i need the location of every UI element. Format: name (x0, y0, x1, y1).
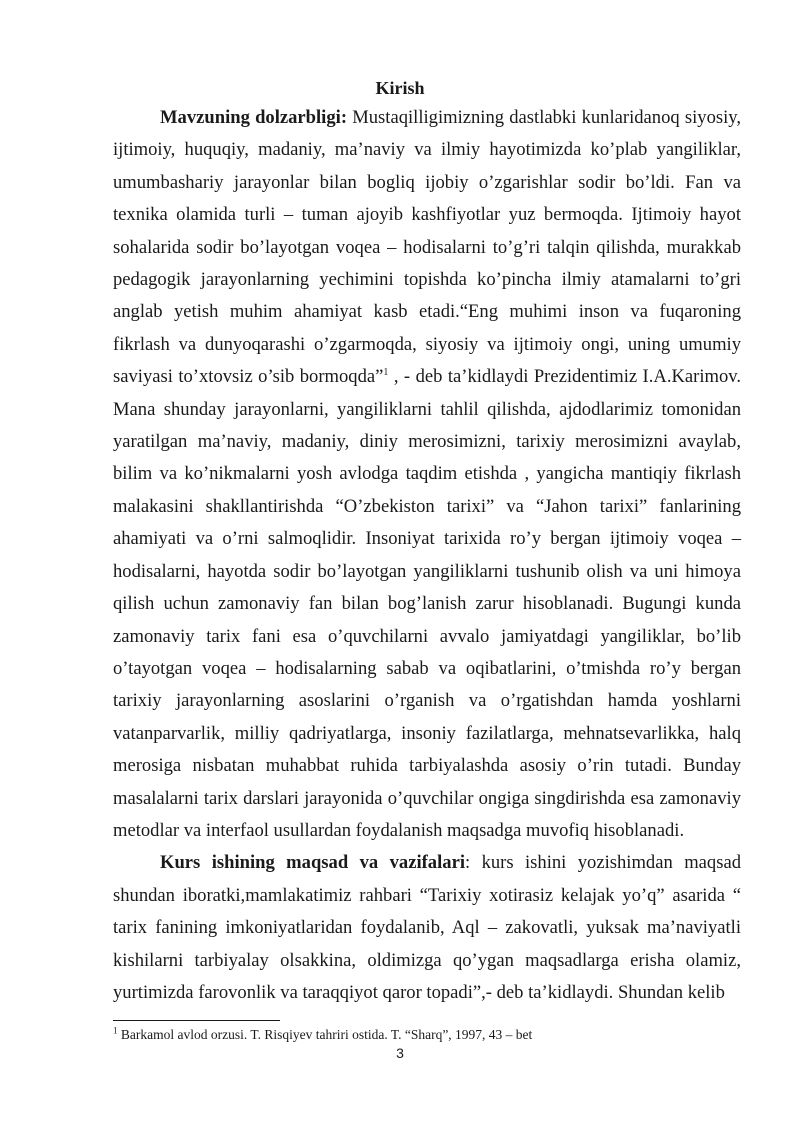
body-text (113, 102, 741, 1009)
relevance-text-a: Mustaqilligimizning dastlabki kunlaridanoq siyosiy, ijtimoiy, huquqiy, madaniy, ma’naviy va ilmiy hayotimizda ko’plab yangiliklar, umumbashariy jarayonlar bilan bogliq ijobiy o’zgarishlar sodir bo’ldi. Fan va texnika olamida turli – tuman ajoyib kashfiyotlar yuz bermoqda. Ijtimoiy hayot sohalarida sodir bo’layotgan voqea – hodisalarni to’g’ri talqin qilishda, murakkab pedagogik jarayonlarning yechimini topishda ko’pincha ilmiy atamalarni to’gri anglab yetish muhim ahamiyat kasb etadi.“Eng muhimi inson va fuqaroning fikrlash va dunyoqarashi o’zgarmoqda, siyosiy va ijtimoiy ongi, uning umumiy saviyasi to’xtovsiz o’sib bormoqda” (113, 107, 742, 388)
footnote-ref: 1 (383, 367, 389, 379)
footnote (113, 1027, 741, 1043)
paragraph-relevance (113, 102, 741, 847)
goals-text: : kurs ishini yozishimdan maqsad shundan iboratki,mamlakatimiz rahbari “Tarixiy xotirasiz kelajak yo’q” asarida “ tarix fanining imkoniyatlaridan foydalanib, Aql – zakovatli, yuksak ma’naviyatli kishilarni tarbiyalay olsakkina, oldimizga qo’ygan maqsadlarga erisha olamiz, yurtimizda farovonlik va taraqqiyot qaror topadi”,- deb ta’kidlaydi. Shundan kelib (113, 852, 741, 1003)
goals-heading: Kurs ishining maqsad va vazifalari (160, 852, 465, 874)
footnote-number: 1 (113, 1025, 118, 1036)
relevance-heading: Mavzuning dolzarbligi: (160, 107, 348, 128)
page-number: 3 (396, 1045, 404, 1061)
paragraph-goals (113, 847, 741, 1009)
footnote-text: Barkamol avlod orzusi. T. Risqiyev tahriri ostida. T. “Sharq”, 1997, 43 – bet (117, 1027, 533, 1042)
page-title: Kirish (375, 78, 425, 98)
relevance-text-b: , - deb ta’kidlaydi Prezidentimiz I.A.Karimov. Mana shunday jarayonlarni, yangiliklarni tahlil qilishda, ajdodlarimiz tomonidan yaratilgan ma’naviy, madaniy, diniy merosimizni, tarixiy merosimizni avaylab, bilim va ko’nikmalarni yosh avlodga taqdim etishda , yangicha mantiqiy fikrlash malakasini shakllantirishda “O’zbekiston tarixi” va “Jahon tarixi” fanlarining ahamiyati va o’rni salmoqlidir. Insoniyat tarixida ro’y bergan ijtimoiy voqea – hodisalarni, hayotda sodir bo’layotgan yangiliklarni tushunib olish va uni himoya qilish uchun zamonaviy fan bilan bog’lanish zarur hisoblanadi. Bugungi kunda zamonaviy tarix fani esa o’quvchilarni avvalo jamiyatdagi yangiliklar, bo’lib o’tayotgan voqea – hodisalarning sabab va oqibatlarini, o’tmishda ro’y bergan tarixiy jarayonlarning asoslarini o’rganish va o’rgatishdan hamda yoshlarni vatanparvarlik, milliy qadriyatlarga, insoniy fazilatlarga, mehnatsevarlikka, halq merosiga nisbatan muhabbat ruhida tarbiyalashda asosiy o’rin tutadi. Bunday masalalarni tarix darslari jarayonida o’quvchilar ongiga singdirishda esa zamonaviy metodlar va interfaol usullardan foydalanish maqsadga muvofiq hisoblanadi. (113, 366, 741, 841)
footnote-separator (113, 1020, 280, 1021)
